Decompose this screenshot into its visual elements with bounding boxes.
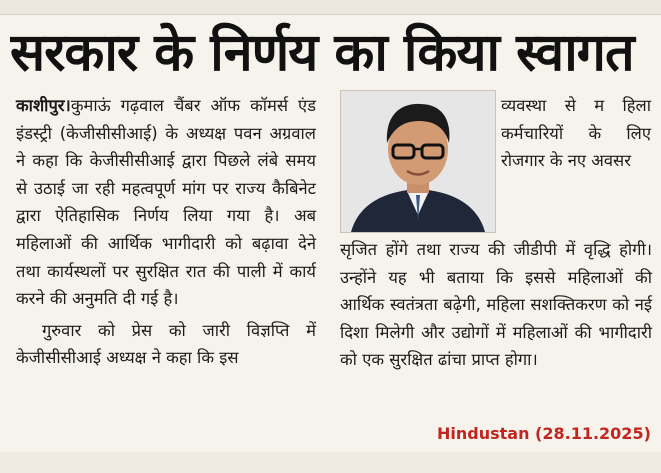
dateline: काशीपुर। — [16, 96, 71, 115]
article-left-column — [16, 92, 316, 372]
right-top-text: व्यवस्था से म हिला कर्मचारियों के लिए रोजगार के नए अवसर — [501, 96, 651, 171]
article-paragraph-2: गुरुवार को प्रेस को जारी विज्ञप्ति में केजीसीसीआई अध्यक्ष ने कहा कि इस — [16, 320, 316, 368]
article-paragraph-1 — [16, 92, 316, 313]
bottom-margin — [0, 452, 661, 473]
right-bottom-text: सृजित होंगे तथा राज्य की जीडीपी में वृद्धि होगी। उन्होंने यह भी बताया कि इससे महिलाओं की आर्थिक स्वतंत्रता बढ़ेगी, महिला सशक्तिकरण को नई दिशा मिलेगी और उद्योगों में महिलाओं की भागीदारी को एक सुरक्षित ढांचा प्राप्त होगा। — [340, 240, 652, 370]
article-right-column-top — [501, 92, 651, 175]
article-right-column-bottom — [340, 236, 652, 374]
headline: सरकार के निर्णय का किया स्वागत — [10, 23, 634, 83]
portrait-photo — [340, 90, 496, 233]
portrait-illustration — [341, 91, 495, 232]
paragraph-1-text: कुमाऊं गढ़वाल चैंबर ऑफ कॉमर्स एंड इंडस्ट्री (केजीसीसीआई) के अध्यक्ष पवन अग्रवाल ने कहा कि केजीसीसीआई द्वारा पिछले लंबे समय से उठाई जा रही महत्वपूर्ण मांग पर राज्य कैबिनेट द्वारा ऐतिहासिक निर्णय लिया गया है। अब महिलाओं की आर्थिक भागीदारी को बढ़ावा देने तथा कार्यस्थलों पर सुरक्षित रात की पाली में कार्य करने की अनुमति दी गई है। — [16, 96, 316, 309]
source-citation: Hindustan (28.11.2025) — [437, 424, 651, 443]
top-margin — [0, 0, 661, 15]
